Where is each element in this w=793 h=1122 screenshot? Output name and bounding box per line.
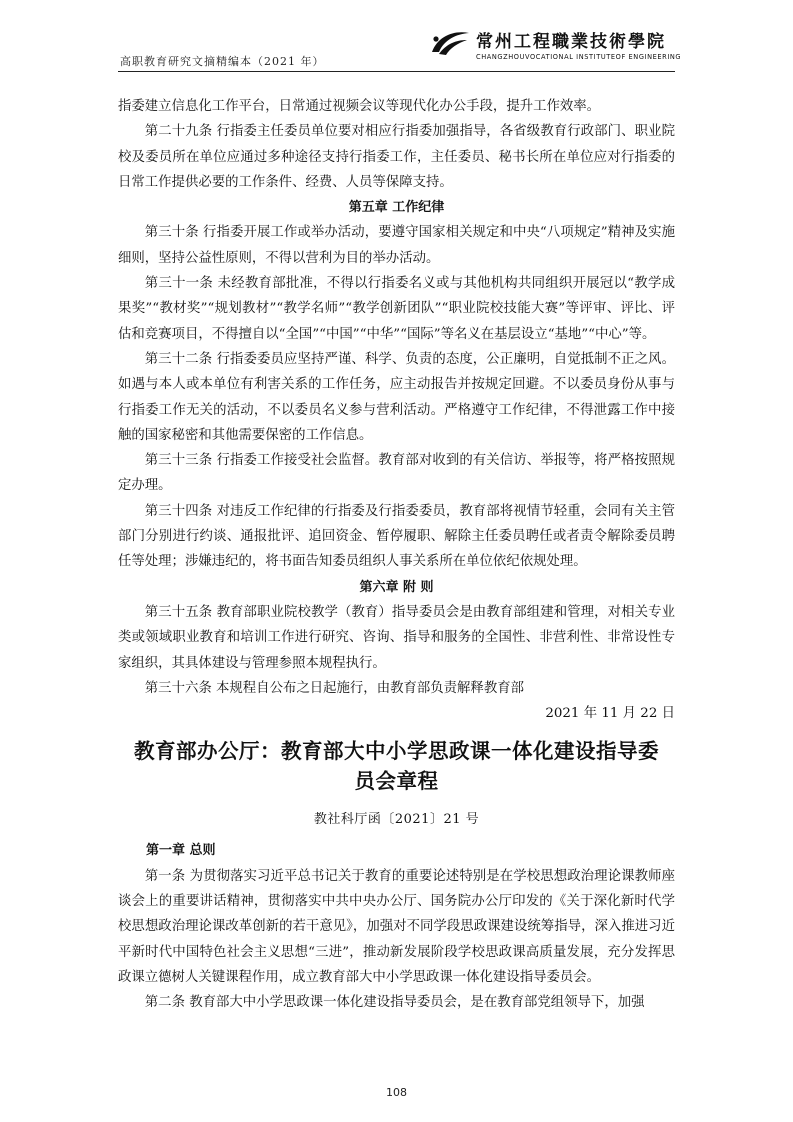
page-content <box>118 94 675 1016</box>
article-title <box>118 736 675 796</box>
issue-date: 2021 年 11 月 22 日 <box>545 706 675 722</box>
article-32: 第三十二条 行指委委员应坚持严谨、科学、负责的态度，公正廉明，自觉抵制不正之风。如遇与本人或本单位有利害关系的工作任务，应主动报告并按规定回避。不以委员身份从事与行指委工作无关的活动，不以委员名义参与营利活动。严格遵守工作纪律，不得泄露工作中接触的国家秘密和其他需要保密的工作信息。 <box>118 351 675 443</box>
chapter-5-heading: 第五章 工作纪律 <box>348 200 445 216</box>
college-logo <box>430 26 682 70</box>
article-36: 第三十六条 本规程自公布之日起施行，由教育部负责解释教育部 <box>144 680 524 696</box>
chapter-6-heading: 第六章 附 则 <box>359 579 434 595</box>
article-33: 第三十三条 行指委工作接受社会监督。教育部对收到的有关信访、举报等，将严格按照规定办理。 <box>118 453 675 494</box>
article-1: 第一条 为贯彻落实习近平总书记关于教育的重要论述特别是在学校思想政治理论课教师座谈会上的重要讲话精神，贯彻落实中共中央办公厅、国务院办公厅印发的《关于深化新时代学校思想政治理论课改革创新的若干意见》，加强对不同学段思政课建设统筹指导，深入推进习近平新时代中国特色社会主义思想“三进”，推动新发展阶段学校思政课高质量发展，充分发挥思政课立德树人关键课程作用，成立教育部大中小学思政课一体化建设指导委员会。 <box>118 868 675 985</box>
article-title-line2: 员会章程 <box>354 769 439 794</box>
article-31: 第三十一条 未经教育部批准，不得以行指委名义或与其他机构共同组织开展冠以“教学成果奖”“教材奖”“规划教材”“教学名师”“教学创新团队”“职业院校技能大赛”等评审、评比、评估和竞赛项目，不得擅自以“全国”“中国”“中华”“国际”等名义在基层设立“基地”“中心”等。 <box>118 276 675 342</box>
header-divider <box>118 71 675 72</box>
article-title-line1: 教育部办公厅：教育部大中小学思政课一体化建设指导委 <box>134 739 659 764</box>
article-30: 第三十条 行指委开展工作或举办活动，要遵守国家相关规定和中央“八项规定”精神及实施细则，坚持公益性原则，不得以营利为目的举办活动。 <box>118 225 675 266</box>
page-number: 108 <box>386 1086 407 1099</box>
logo-name: 常州工程職業技術學院 <box>476 32 666 52</box>
article-35: 第三十五条 教育部职业院校教学（教育）指导委员会是由教育部组建和管理，对相关专业类或领域职业教育和培训工作进行研究、咨询、指导和服务的全国性、非营利性、非常设性专家组织，其具体建设与管理参照本规程执行。 <box>118 604 675 671</box>
swoosh-logo-icon <box>430 30 470 56</box>
page-header <box>118 20 682 72</box>
article-29: 第二十九条 行指委主任委员单位要对相应行指委加强指导，各省级教育行政部门、职业院校及委员所在单位应通过多种途径支持行指委工作，主任委员、秘书长所在单位应对行指委的日常工作提供必要的工作条件、经费、人员等保障支持。 <box>118 124 675 190</box>
journal-title: 高职教育研究文摘精编本（2021 年） <box>120 55 325 68</box>
article-34: 第三十四条 对违反工作纪律的行指委及行指委委员，教育部将视情节轻重，会同有关主管部门分别进行约谈、通报批评、追回资金、暂停履职、解除主任委员聘任或者责令解除委员聘任等处理；涉嫌违纪的，将书面告知委员组织人事关系所在单位依纪依规处理。 <box>118 503 675 570</box>
article-2: 第二条 教育部大中小学思政课一体化建设指导委员会，是在教育部党组领导下，加强 <box>144 995 645 1011</box>
document-number: 教社科厅函〔2021〕21 号 <box>313 812 480 828</box>
logo-subtitle: CHANGZHOUVOCATIONAL INSTITUTEOF ENGINEERING <box>476 53 682 61</box>
chapter-1-heading: 第一章 总则 <box>146 843 216 859</box>
paragraph-continuation: 指委建立信息化工作平台，日常通过视频会议等现代化办公手段，提升工作效率。 <box>118 99 601 114</box>
